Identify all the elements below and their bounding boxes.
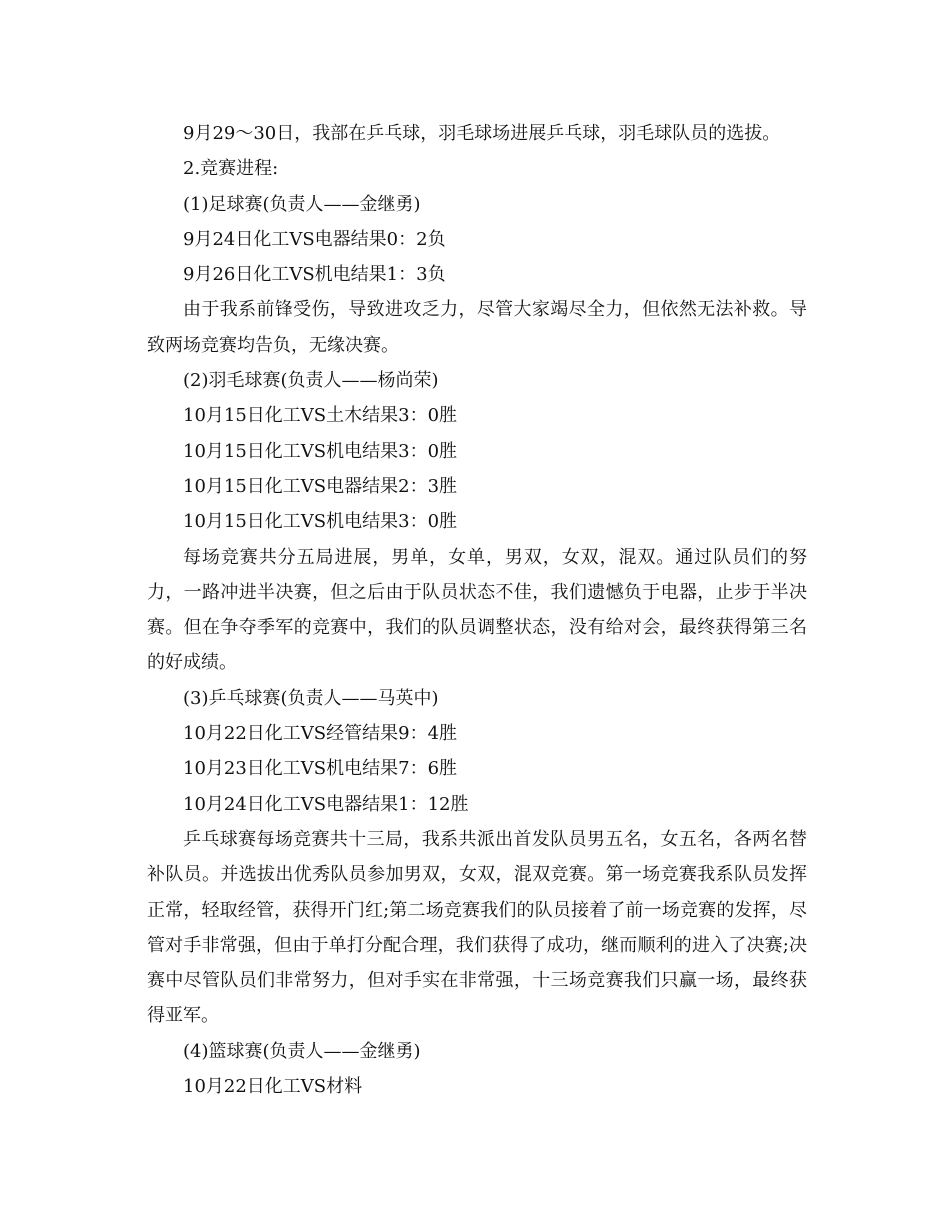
badminton-result-4: 10月15日化工VS机电结果3：0胜 [183, 511, 458, 533]
football-result-2: 9月26日化工VS机电结果1：3负 [183, 264, 446, 286]
basketball-result-1: 10月22日化工VS材料 [183, 1076, 363, 1098]
basketball-heading: (4)篮球赛(负责人——金继勇) [183, 1040, 421, 1062]
badminton-result-3: 10月15日化工VS电器结果2：3胜 [183, 475, 458, 497]
badminton-summary-paragraph: 每场竞赛共分五局进展，男单，女单，男双，女双，混双。通过队员们的努力，一路冲进半决赛，但之后由于队员状态不佳，我们遗憾负于电器，止步于半决赛。但在争夺季军的竞赛中，我们的队员调整状态，没有给对会，最终获得第三名的好成绩。 [147, 546, 807, 674]
badminton-result-1: 10月15日化工VS土木结果3：0胜 [183, 405, 458, 427]
football-result-1: 9月24日化工VS电器结果0：2负 [183, 228, 446, 250]
badminton-result-2: 10月15日化工VS机电结果3：0胜 [183, 440, 458, 462]
badminton-heading: (2)羽毛球赛(负责人——杨尚荣) [183, 370, 439, 392]
table-tennis-summary-paragraph: 乒乓球赛每场竞赛共十三局，我系共派出首发队员男五名，女五名，各两名替补队员。并选拔出优秀队员参加男双，女双，混双竞赛。第一场竞赛我系队员发挥正常，轻取经管，获得开门红;第二场竞赛我们的队员接着了前一场竞赛的发挥，尽管对手非常强，但由于单打分配合理，我们获得了成功，继而顺利的进入了决赛;决赛中尽管队员们非常努力，但对手实在非常强，十三场竞赛我们只赢一场，最终获得亚军。 [147, 828, 807, 1027]
football-heading: (1)足球赛(负责人——金继勇) [183, 193, 421, 215]
table-tennis-result-1: 10月22日化工VS经管结果9：4胜 [183, 723, 458, 745]
table-tennis-result-3: 10月24日化工VS电器结果1：12胜 [183, 793, 469, 815]
selection-note-paragraph: 9月29～30日，我部在乒乓球，羽毛球场进展乒乓球，羽毛球队员的选拔。 [183, 123, 781, 144]
table-tennis-result-2: 10月23日化工VS机电结果7：6胜 [183, 758, 458, 780]
section-heading-competition-progress: 2.竞赛进程: [183, 158, 279, 180]
document-body [147, 116, 807, 1104]
football-summary-paragraph: 由于我系前锋受伤，导致进攻乏力，尽管大家竭尽全力，但依然无法补救。导致两场竞赛均告负，无缘决赛。 [147, 299, 807, 356]
table-tennis-heading: (3)乒乓球赛(负责人——马英中) [183, 687, 439, 709]
